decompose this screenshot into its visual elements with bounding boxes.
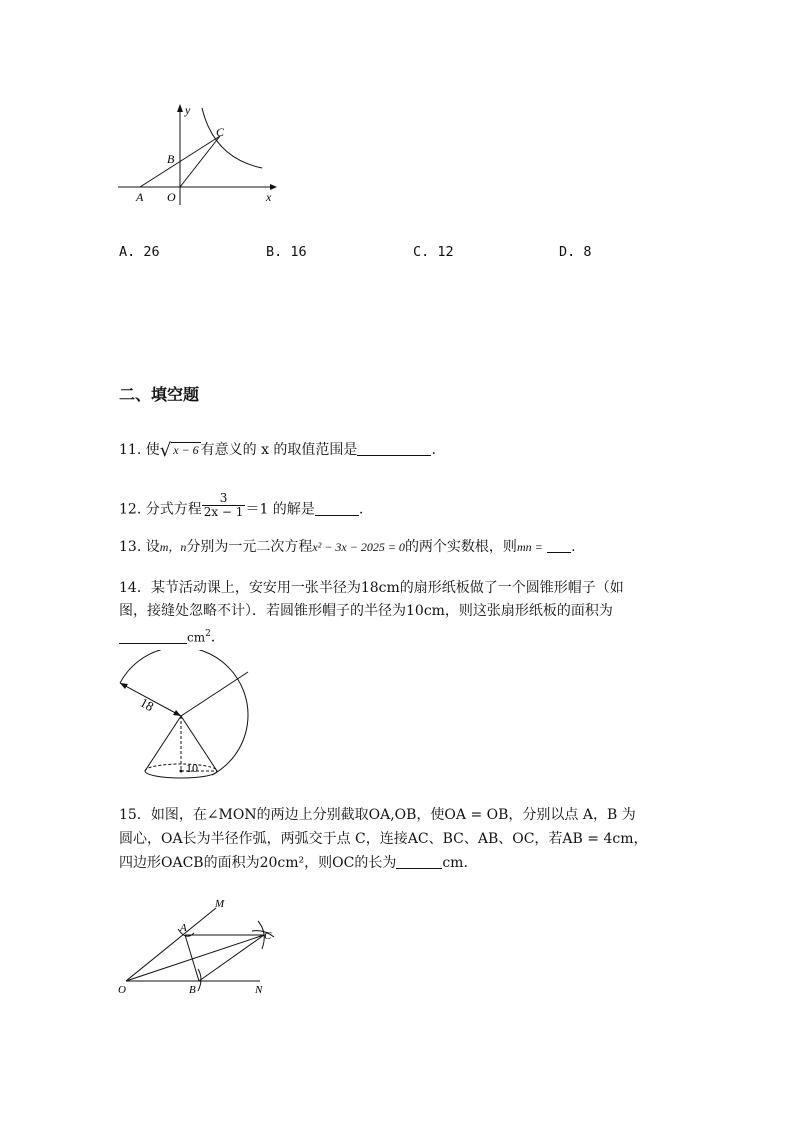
segment-oc — [126, 935, 264, 981]
q11-sqrt: √ x − 6 — [159, 440, 199, 461]
q11-end: . — [431, 442, 436, 458]
q14-unit: cm — [187, 630, 206, 645]
question-15-line1: 15．如图，在∠MON的两边上分别截取OA,OB，使OA = OB，分别以点 A，B 为 — [119, 807, 636, 823]
label-o15: O — [118, 984, 126, 996]
q12-end: . — [358, 501, 364, 518]
q14-unit-sup: 2 — [205, 629, 211, 639]
option-c[interactable] — [413, 244, 454, 260]
q11-pre: 使 — [145, 442, 160, 458]
line-oc — [180, 136, 220, 187]
q13-end: . — [571, 539, 576, 555]
option-b-letter: B. — [266, 244, 283, 260]
q12-pre: 分式方程 — [145, 501, 202, 518]
q12-numerator: 3 — [219, 491, 228, 505]
option-b-value: 16 — [290, 244, 307, 260]
option-c-value: 12 — [437, 244, 454, 260]
q15-line3-post: cm． — [442, 855, 478, 871]
q13-mid: 分别为一元二次方程 — [186, 539, 313, 555]
q11-radicand: x − 6 — [173, 443, 199, 457]
option-b[interactable] — [266, 244, 307, 260]
y-axis-arrow-icon — [177, 104, 183, 112]
segment-ab — [185, 935, 199, 981]
question-13 — [119, 537, 576, 557]
radius-arrow-end-icon — [173, 710, 181, 716]
question-15-line3 — [119, 853, 477, 873]
label-b15: B — [189, 984, 196, 996]
label-m: M — [215, 898, 225, 910]
option-a[interactable] — [119, 244, 160, 260]
radius-arrow-start-icon — [120, 683, 128, 689]
q11-answer-blank[interactable] — [357, 441, 431, 456]
label-a: A — [136, 190, 144, 204]
question-14-line3 — [119, 624, 225, 648]
q13-vars: m，n — [159, 540, 187, 554]
angle-mon-figure — [112, 893, 282, 998]
q15-answer-blank[interactable] — [396, 854, 442, 869]
sector-radius-2 — [181, 672, 248, 716]
coordinate-figure — [112, 100, 292, 210]
slant-label: 18 — [137, 694, 157, 715]
q13-equation: x² − 3x − 2025 = 0 — [312, 540, 405, 554]
option-c-letter: C. — [413, 244, 430, 260]
option-a-letter: A. — [119, 244, 136, 260]
q14-end: ． — [210, 629, 225, 646]
option-a-value: 26 — [143, 244, 160, 260]
q13-number: 13. — [119, 539, 142, 555]
q15-line3-pre: 四边形OACB的面积为20cm²，则OC的长为 — [119, 855, 397, 871]
question-11 — [119, 440, 436, 460]
label-b: B — [167, 152, 175, 166]
q12-number: 12. — [119, 501, 142, 518]
label-o: O — [167, 190, 176, 204]
q13-expr: mn = — [516, 540, 543, 554]
option-d-value: 8 — [583, 244, 592, 260]
q11-post: 有意义的 x 的取值范围是 — [200, 442, 358, 458]
segment-bc — [199, 935, 264, 981]
question-12 — [119, 491, 364, 523]
option-d-letter: D. — [559, 244, 576, 260]
cone-base-center — [180, 770, 183, 773]
hyperbola-curve — [202, 108, 262, 168]
radius-label: 10 — [186, 761, 198, 775]
question-14-line1: 14．某节活动课上，安安用一张半径为18cm的扇形纸板做了一个圆锥形帽子（如 — [119, 580, 624, 596]
sector-arc — [120, 650, 248, 775]
label-x: x — [266, 190, 272, 204]
label-c: C — [216, 125, 225, 139]
option-d[interactable] — [559, 244, 592, 260]
q13-answer-blank[interactable] — [547, 538, 571, 553]
question-14-line2: 图，接缝处忽略不计）．若圆锥形帽子的半径为10cm，则这张扇形纸板的面积为 — [119, 603, 613, 619]
q12-denominator: 2x − 1 — [203, 505, 244, 519]
label-c15: C — [264, 930, 272, 942]
ray-om — [126, 908, 216, 981]
label-a15: A — [180, 922, 187, 934]
cone-left-side — [145, 716, 181, 771]
q12-post: ＝1 的解是 — [245, 501, 315, 518]
sector-cone-figure — [112, 650, 257, 785]
question-15-line2: 圆心，OA长为半径作弧，两弧交于点 C，连接AC、BC、AB、OC，若AB = 4cm， — [119, 831, 648, 847]
section-heading: 二、填空题 — [119, 385, 200, 404]
label-n: N — [255, 984, 263, 996]
q12-answer-blank[interactable] — [315, 501, 359, 516]
q14-answer-blank[interactable] — [119, 629, 187, 644]
q13-pre: 设 — [145, 539, 160, 555]
q12-fraction — [202, 492, 246, 519]
label-y: y — [185, 103, 191, 117]
q13-post: 的两个实数根，则 — [404, 539, 517, 555]
q11-number: 11. — [119, 442, 142, 458]
